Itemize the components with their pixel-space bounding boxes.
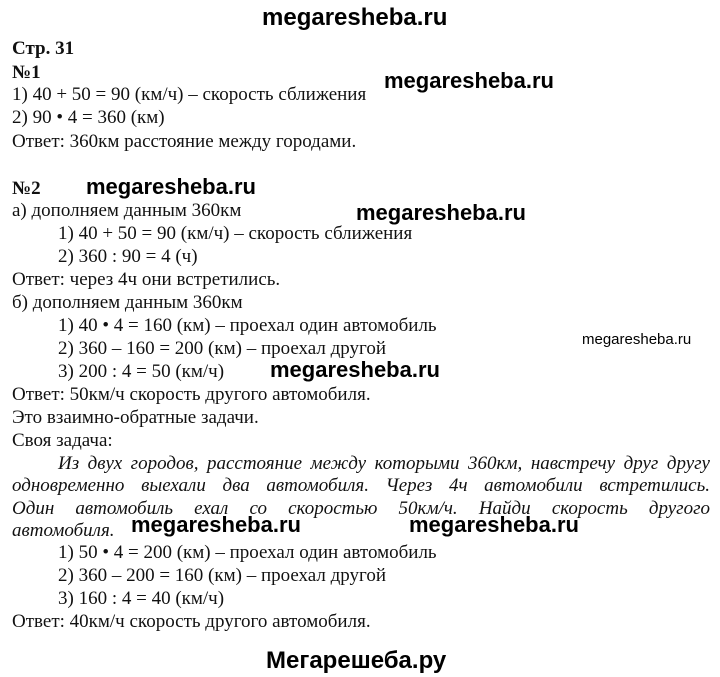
task2-part-a-intro: а) дополняем данным 360км <box>12 200 242 221</box>
solution-line: 1) 50 • 4 = 200 (км) – проехал один автомобиль <box>58 542 437 563</box>
watermark-inline: megaresheba.ru <box>356 200 526 225</box>
own-task-line: одновременно выехали два автомобиля. Через 4ч автомобили встретились. <box>12 475 710 496</box>
own-task-line <box>58 453 710 475</box>
watermark-top: megaresheba.ru <box>262 4 448 31</box>
own-task-line: автомобиля. <box>12 520 115 541</box>
task2-part-a-line: 1) 40 + 50 = 90 (км/ч) – скорость сближения <box>58 223 413 244</box>
solution-line: 2) 360 – 200 = 160 (км) – проехал другой <box>58 565 387 586</box>
task1-answer: Ответ: 360км расстояние между городами. <box>12 131 357 152</box>
task2-part-b-answer: Ответ: 50км/ч скорость другого автомобиля. <box>12 384 371 405</box>
page-label: Стр. 31 <box>12 38 75 59</box>
task1-number: №1 <box>12 62 41 83</box>
watermark-inline: megaresheba.ru <box>86 174 256 199</box>
watermark-small: megaresheba.ru <box>582 331 692 348</box>
task2-number: №2 <box>12 178 41 199</box>
own-task-line-text: Из двух городов, расстояние между которыми 360км, навстречу друг другу <box>58 453 710 474</box>
solution-line: 3) 160 : 4 = 40 (км/ч) <box>58 588 225 609</box>
watermark-inline: megaresheba.ru <box>409 512 579 537</box>
watermark-inline: megaresheba.ru <box>384 68 554 93</box>
watermark-bottom: Мегарешеба.ру <box>266 647 447 674</box>
watermark-inline: megaresheba.ru <box>270 357 440 382</box>
task2-part-a-answer: Ответ: через 4ч они встретились. <box>12 269 281 290</box>
task2-part-b-intro: б) дополняем данным 360км <box>12 292 243 313</box>
own-task-label: Своя задача: <box>12 430 113 451</box>
task2-part-b-line: 2) 360 – 160 = 200 (км) – проехал другой <box>58 338 387 359</box>
task2-part-b-line: 3) 200 : 4 = 50 (км/ч) <box>58 361 225 382</box>
task2-final-answer: Ответ: 40км/ч скорость другого автомобиля. <box>12 611 371 632</box>
own-task-line: Один автомобиль ехал со скоростью 50км/ч. Найди скорость другого <box>12 498 710 519</box>
task1-line: 1) 40 + 50 = 90 (км/ч) – скорость сближения <box>12 84 367 105</box>
task2-note: Это взаимно-обратные задачи. <box>12 407 259 428</box>
task1-line: 2) 90 • 4 = 360 (км) <box>12 107 165 128</box>
task2-part-b-line: 1) 40 • 4 = 160 (км) – проехал один автомобиль <box>58 315 437 336</box>
task2-part-a-line: 2) 360 : 90 = 4 (ч) <box>58 246 198 267</box>
watermark-inline: megaresheba.ru <box>131 512 301 537</box>
